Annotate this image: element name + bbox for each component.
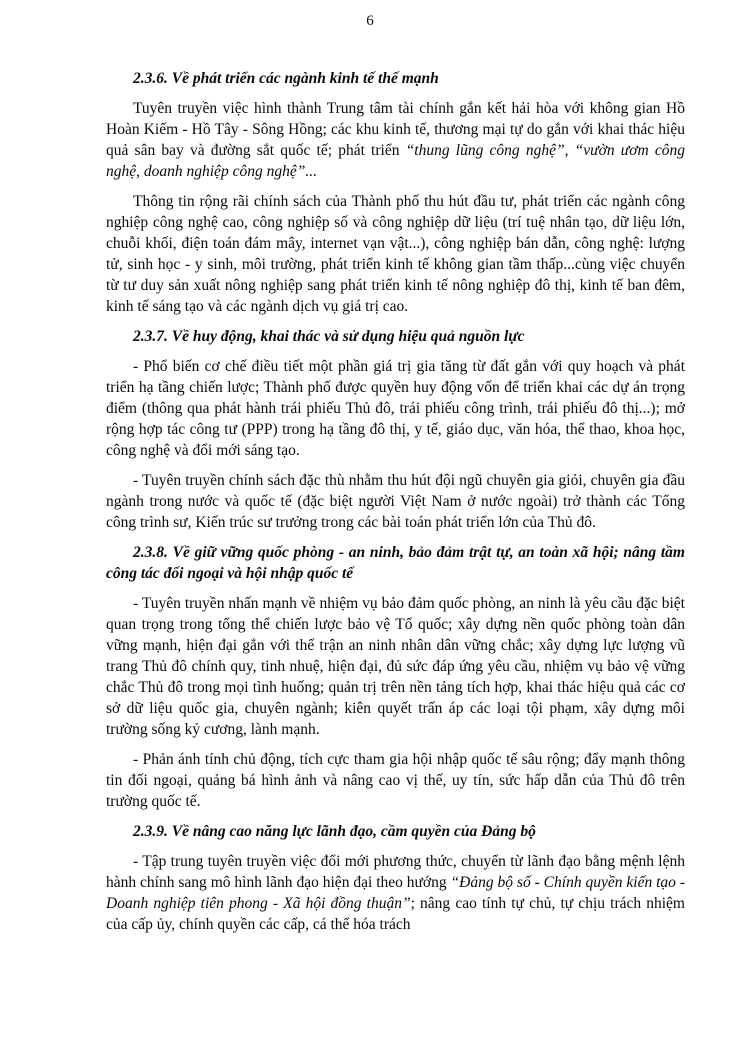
text-run: - Phản ánh tính chủ động, tích cực tham gia hội nhập quốc tế sâu rộng; đẩy mạnh thông tin đối ngoại, quảng bá hình ảnh và nâng cao vị thế, uy tín, sức hấp dẫn của Thủ đô trên trường quốc tế.	[106, 751, 685, 810]
body-paragraph	[106, 356, 685, 461]
text-run: - Tuyên truyền chính sách đặc thù nhằm thu hút đội ngũ chuyên gia giỏi, chuyên gia đầu ngành trong nước và quốc tế (đặc biệt người Việt Nam ở nước ngoài) trở thành các Tổng công trình sư, Kiến trúc sư trưởng trong các bài toán phát triển lớn của Thủ đô.	[106, 472, 685, 531]
text-run: - Tập trung tuyên truyền việc đổi mới phương thức, chuyển từ lãnh đạo bằng mệnh lệnh hành chính sang mô hình lãnh đạo hiện đại theo hướng	[106, 853, 685, 891]
section-heading	[106, 542, 685, 584]
body-paragraph	[106, 470, 685, 533]
section-heading	[106, 68, 685, 89]
text-run: 2.3.9. Về nâng cao năng lực lãnh đạo, cầm quyền của Đảng bộ	[133, 823, 536, 840]
body-paragraph	[106, 851, 685, 935]
text-run: 2.3.6. Về phát triển các ngành kinh tế thế mạnh	[133, 70, 439, 87]
section-heading	[106, 326, 685, 347]
body-paragraph	[106, 749, 685, 812]
body-paragraph	[106, 191, 685, 317]
italic-text-run: “Đảng bộ số - Chính quyền kiến tạo - Doanh nghiệp tiên phong - Xã hội đồng thuận”	[106, 874, 685, 912]
section-heading	[106, 821, 685, 842]
text-run: - Phổ biến cơ chế điều tiết một phần giá trị gia tăng từ đất gắn với quy hoạch và phát triển hạ tầng chiến lược; Thành phố được quyền huy động vốn để triển khai các dự án trọng điểm (thông qua phát hành trái phiếu Thủ đô, trái phiếu công trình, trái phiếu đô thị...); mở rộng hợp tác công tư (PPP) trong hạ tầng đô thị, y tế, giáo dục, văn hóa, thể thao, khoa học, công nghệ và đổi mới sáng tạo.	[106, 358, 685, 459]
italic-text-run: “thung lũng công nghệ”, “vườn ươm công nghệ, doanh nghiệp công nghệ”...	[106, 142, 686, 180]
text-run: - Tuyên truyền nhấn mạnh về nhiệm vụ bảo đảm quốc phòng, an ninh là yêu cầu đặc biệt quan trọng trong tổng thể chiến lược bảo vệ Tổ quốc; xây dựng nền quốc phòng toàn dân vững mạnh, hiện đại gắn với thế trận an ninh nhân dân vững chắc; xây dựng lực lượng vũ trang Thủ đô chính quy, tinh nhuệ, hiện đại, đủ sức đáp ứng yêu cầu, nhiệm vụ bảo vệ vững chắc Thủ đô trong mọi tình huống; quản trị trên nền tảng tích hợp, khai thác hiệu quả các cơ sở dữ liệu quốc gia, chuyên ngành; kiên quyết trấn áp các loại tội phạm, xây dựng môi trường sống kỷ cương, lành mạnh.	[106, 595, 685, 738]
text-run: 2.3.7. Về huy động, khai thác và sử dụng hiệu quả nguồn lực	[133, 328, 525, 345]
text-run: ; nâng cao tính tự chủ, tự chịu trách nhiệm của cấp ủy, chính quyền các cấp, cá thể hóa trách	[106, 895, 685, 933]
text-run: Tuyên truyền việc hình thành Trung tâm tài chính gắn kết hải hòa với không gian Hồ Hoàn Kiếm - Hồ Tây - Sông Hồng; các khu kinh tế, thương mại tự do gắn với khai thác hiệu quả sân bay và đường sắt quốc tế; phát triển	[106, 100, 685, 159]
body-paragraph	[106, 98, 685, 182]
document-content	[106, 68, 685, 944]
text-run: Thông tin rộng rãi chính sách của Thành phố thu hút đầu tư, phát triển các ngành công nghiệp công nghệ cao, công nghiệp số và công nghiệp dữ liệu (trí tuệ nhân tạo, dữ liệu lớn, chuỗi khối, điện toán đám mây, internet vạn vật...), công nghiệp bán dẫn, công nghệ: lượng tử, sinh học - y sinh, môi trường, phát triển kinh tế không gian tầm thấp...cùng việc chuyển từ tư duy sản xuất nông nghiệp sang phát triển kinh tế nông nghiệp đô thị, kinh tế ban đêm, kinh tế sáng tạo và các ngành dịch vụ giá trị cao.	[106, 193, 685, 315]
body-paragraph	[106, 593, 685, 740]
page-number: 6	[366, 13, 374, 29]
text-run: 2.3.8. Về giữ vững quốc phòng - an ninh, bảo đảm trật tự, an toàn xã hội; nâng tầm công tác đối ngoại và hội nhập quốc tế	[106, 544, 685, 582]
